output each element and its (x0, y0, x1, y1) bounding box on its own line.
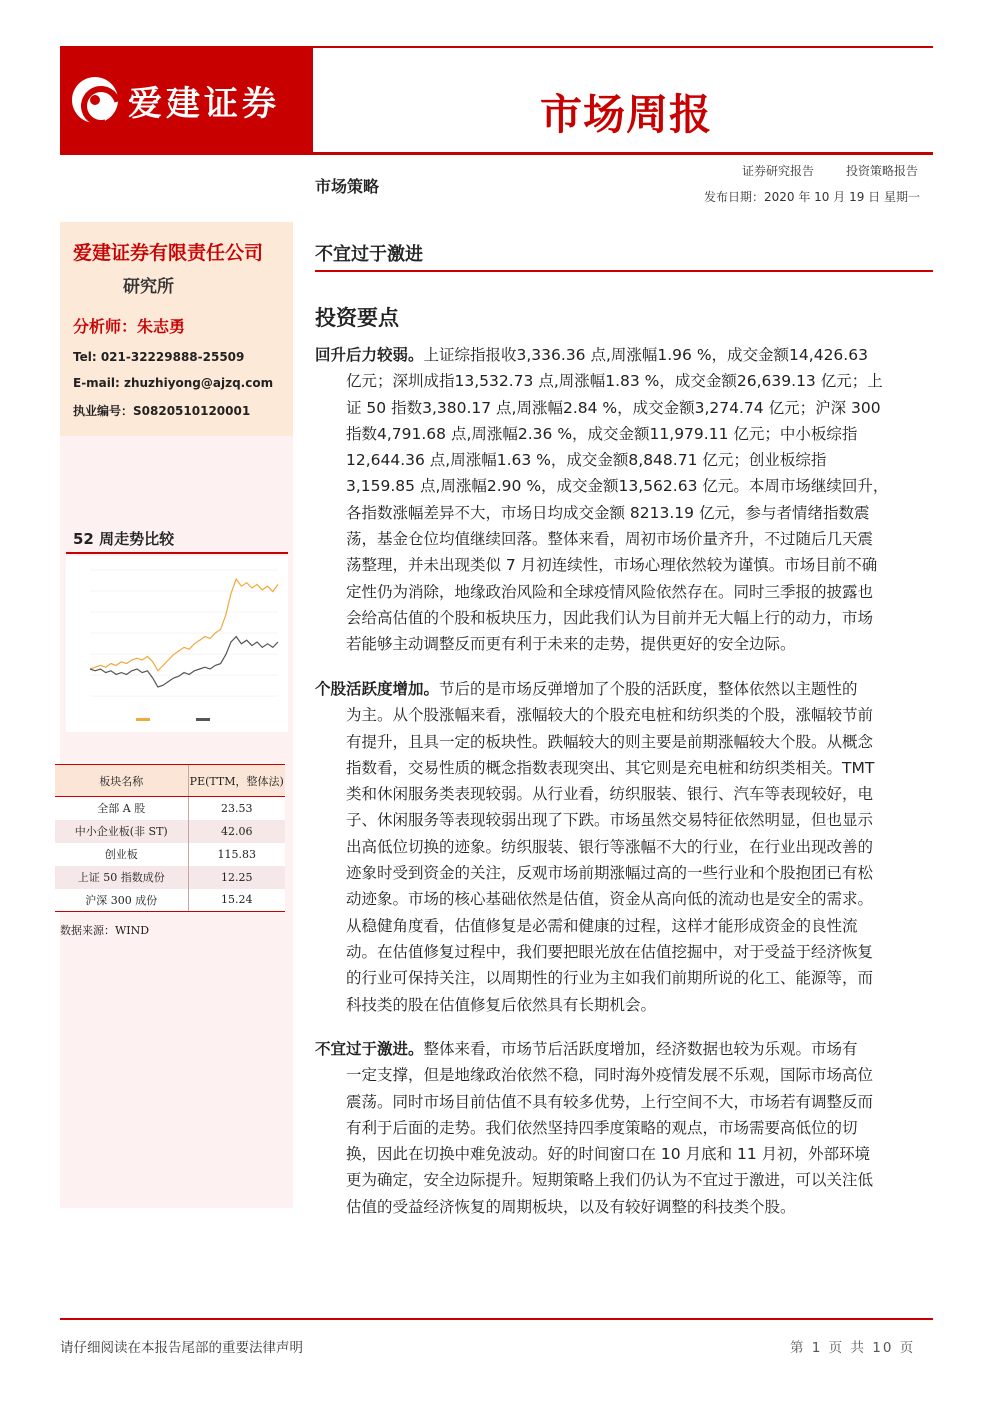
chart-series-line-0 (90, 579, 278, 671)
table-cell-pe: 42.06 (188, 820, 285, 843)
chart-legend-swatch-1 (196, 718, 210, 721)
report-category: 市场策略 (315, 177, 380, 196)
paragraph-line: 荡整理，并未出现类似 7 月初连续性，市场心理依然较为谨慎。市场目前不确 (346, 556, 878, 575)
paragraph-lead: 回升后力较弱。 (315, 346, 424, 364)
paragraph-line: 为主。从个股涨幅来看，涨幅较大的个股充电桩和纺织类的个股，涨幅较节前 (346, 706, 874, 725)
table-cell-pe: 23.53 (188, 797, 285, 820)
page-number: 第 1 页 共 10 页 (790, 1340, 916, 1356)
paragraph-line: 从稳健角度看，估值修复是必需和健康的过程，这样才能形成资金的良性流 (346, 916, 858, 935)
brand-logo (60, 48, 313, 152)
table-header-sector: 板块名称 (55, 765, 188, 797)
table-cell-sector: 全部 A 股 (55, 797, 188, 820)
paragraph-line: 一定支撑，但是地缘政治依然不稳，同时海外疫情发展不乐观，国际市场高位 (346, 1066, 874, 1085)
paragraph-text: 节后的是市场反弹增加了个股的活跃度，整体依然以主题性的 (439, 680, 858, 698)
paragraph-text: 整体来看，市场节后活跃度增加，经济数据也较为乐观。市场有 (423, 1040, 858, 1058)
pe-table (55, 764, 285, 912)
paragraph-line: 亿元；深圳成指13,532.73 点,周涨幅1.83 %，成交金额26,639.13 亿元；上 (346, 372, 883, 391)
paragraph-lead: 个股活跃度增加。 (315, 680, 440, 698)
analyst-license: 执业编号：S0820510120001 (73, 404, 251, 418)
paragraph-line: 动迹象。市场的核心基础依然是估值，资金从高向低的流动也是安全的需求。 (346, 890, 874, 909)
paragraph-line: 换，因此在切换中难免波动。好的时间窗口在 10 月底和 11 月初，外部环境 (346, 1145, 871, 1164)
trend-chart-svg (66, 556, 288, 732)
paragraph-text: 上证综指报收3,336.36 点,周涨幅1.96 %，成交金额14,426.63 (423, 346, 868, 364)
company-name: 爱建证券有限责任公司 (73, 242, 264, 264)
paragraph-line: 定性仍为消除，地缘政治风险和全球疫情风险依然存在。同时三季报的披露也 (346, 582, 874, 601)
table-row (55, 797, 285, 820)
department-name: 研究所 (123, 277, 174, 297)
table-cell-pe: 12.25 (188, 866, 285, 889)
paragraph-line: 估值的受益经济恢复的周期板块，以及有较好调整的科技类个股。 (346, 1197, 796, 1216)
paragraph-lines (315, 1062, 935, 1220)
table-cell-sector: 中小企业板(非 ST) (55, 820, 188, 843)
table-row (55, 889, 285, 912)
paragraph-line: 指数看，交易性质的概念指数表现突出、其它则是充电桩和纺织类相关。TMT (346, 758, 875, 777)
paragraph-line: 证 50 指数3,380.17 点,周涨幅2.84 %，成交金额3,274.74 亿元；沪深 300 (346, 398, 881, 417)
chart-series-line-1 (90, 637, 278, 687)
paragraph-first-line (315, 1036, 935, 1062)
paragraph-line: 子、休闲服务等表现较弱出现了下跌。市场虽然交易特征依然明显，但也显示 (346, 811, 874, 830)
paragraph-market-rebound (315, 342, 935, 658)
paragraph-not-aggressive (315, 1036, 935, 1220)
paragraph-line: 科技类的股在估值修复后依然具有长期机会。 (346, 995, 657, 1014)
analyst-card (60, 222, 293, 436)
article-title: 不宜过于激进 (315, 244, 423, 265)
publish-date: 发布日期：2020 年 10 月 19 日 星期一 (704, 190, 920, 204)
trend-chart (66, 556, 288, 732)
paragraph-line: 的行业可保持关注，以周期性的行业为主如我们前期所说的化工、能源等，而 (346, 969, 874, 988)
paragraph-line: 12,644.36 点,周涨幅1.63 %，成交金额8,848.71 亿元；创业板综指 (346, 451, 827, 470)
table-cell-pe: 15.24 (188, 889, 285, 912)
paragraph-line: 有利于后面的走势。我们依然坚持四季度策略的观点，市场需要高低位的切 (346, 1118, 858, 1137)
table-header-pe: PE(TTM，整体法) (188, 765, 285, 797)
paragraph-line: 会给高估值的个股和板块压力，因此我们认为目前并无大幅上行的动力，市场 (346, 608, 874, 627)
report-title: 市场周报 (540, 90, 713, 139)
paragraph-line: 出高低位切换的迹象。纺织服装、银行等涨幅不大的行业，在行业出现改善的 (346, 837, 874, 856)
doc-type-research: 证券研究报告 (742, 164, 815, 178)
footer-rule (60, 1318, 933, 1320)
section-title: 投资要点 (315, 306, 399, 330)
paragraph-lines (315, 368, 935, 657)
paragraph-first-line (315, 342, 935, 368)
paragraph-line: 荡，基金仓位均值继续回落。整体来看，周初市场价量齐升，不过随后几天震 (346, 530, 874, 549)
table-cell-sector: 上证 50 指数成份 (55, 866, 188, 889)
chart-legend-swatch-0 (136, 718, 150, 721)
sidebar (60, 222, 293, 1208)
paragraph-line: 若能够主动调整反而更有利于未来的走势，提供更好的安全边际。 (346, 635, 796, 654)
brand-logo-icon (72, 77, 118, 123)
paragraph-line: 类和休闲服务类表现较弱。从行业看，纺织服装、银行、汽车等表现较好，电 (346, 785, 874, 804)
table-row (55, 820, 285, 843)
table-row (55, 843, 285, 866)
paragraph-line: 迹象时受到资金的关注，反观市场前期涨幅过高的一些行业和个股抱团已有松 (346, 864, 874, 883)
table-cell-sector: 沪深 300 成份 (55, 889, 188, 912)
paragraph-line: 动。在估值修复过程中，我们要把眼光放在估值挖掘中，对于受益于经济恢复 (346, 942, 874, 961)
paragraph-line: 更为确定，安全边际提升。短期策略上我们仍认为不宜过于激进，可以关注低 (346, 1171, 874, 1190)
paragraph-lead: 不宜过于激进。 (315, 1040, 424, 1058)
analyst-email[interactable]: E-mail: zhuzhiyong@ajzq.com (73, 376, 274, 390)
doc-type-strategy: 投资策略报告 (846, 164, 919, 178)
paragraph-stock-activity (315, 676, 935, 1018)
paragraph-first-line (315, 676, 935, 702)
table-cell-pe: 115.83 (188, 843, 285, 866)
paragraph-line: 3,159.85 点,周涨幅2.90 %，成交金额13,562.63 亿元。本周市场继续回升， (346, 477, 889, 496)
table-cell-sector: 创业板 (55, 843, 188, 866)
brand-name: 爱建证券 (128, 83, 280, 124)
paragraph-line: 有提升，且具一定的板块性。跌幅较大的则主要是前期涨幅较大个股。从概念 (346, 732, 874, 751)
legal-notice: 请仔细阅读在本报告尾部的重要法律声明 (60, 1340, 303, 1356)
article-title-rule (315, 270, 933, 272)
analyst-name: 分析师：朱志勇 (73, 317, 186, 336)
paragraph-line: 指数4,791.68 点,周涨幅2.36 %，成交金额11,979.11 亿元；中小板综指 (346, 424, 858, 443)
chart-title-rule (66, 552, 288, 554)
paragraph-line: 各指数涨幅差异不大，市场日均成交金额 8213.19 亿元，参与者情绪指数震 (346, 503, 870, 522)
analyst-phone: Tel: 021-32229888-25509 (73, 350, 245, 364)
table-header-row (55, 765, 285, 797)
table-source: 数据来源：WIND (60, 924, 150, 937)
header-bottom-rule (60, 152, 933, 155)
paragraph-line: 震荡。同时市场目前估值不具有较多优势，上行空间不大，市场若有调整反而 (346, 1092, 874, 1111)
chart-title: 52 周走势比较 (73, 530, 175, 548)
table-row (55, 866, 285, 889)
paragraph-lines (315, 702, 935, 1018)
